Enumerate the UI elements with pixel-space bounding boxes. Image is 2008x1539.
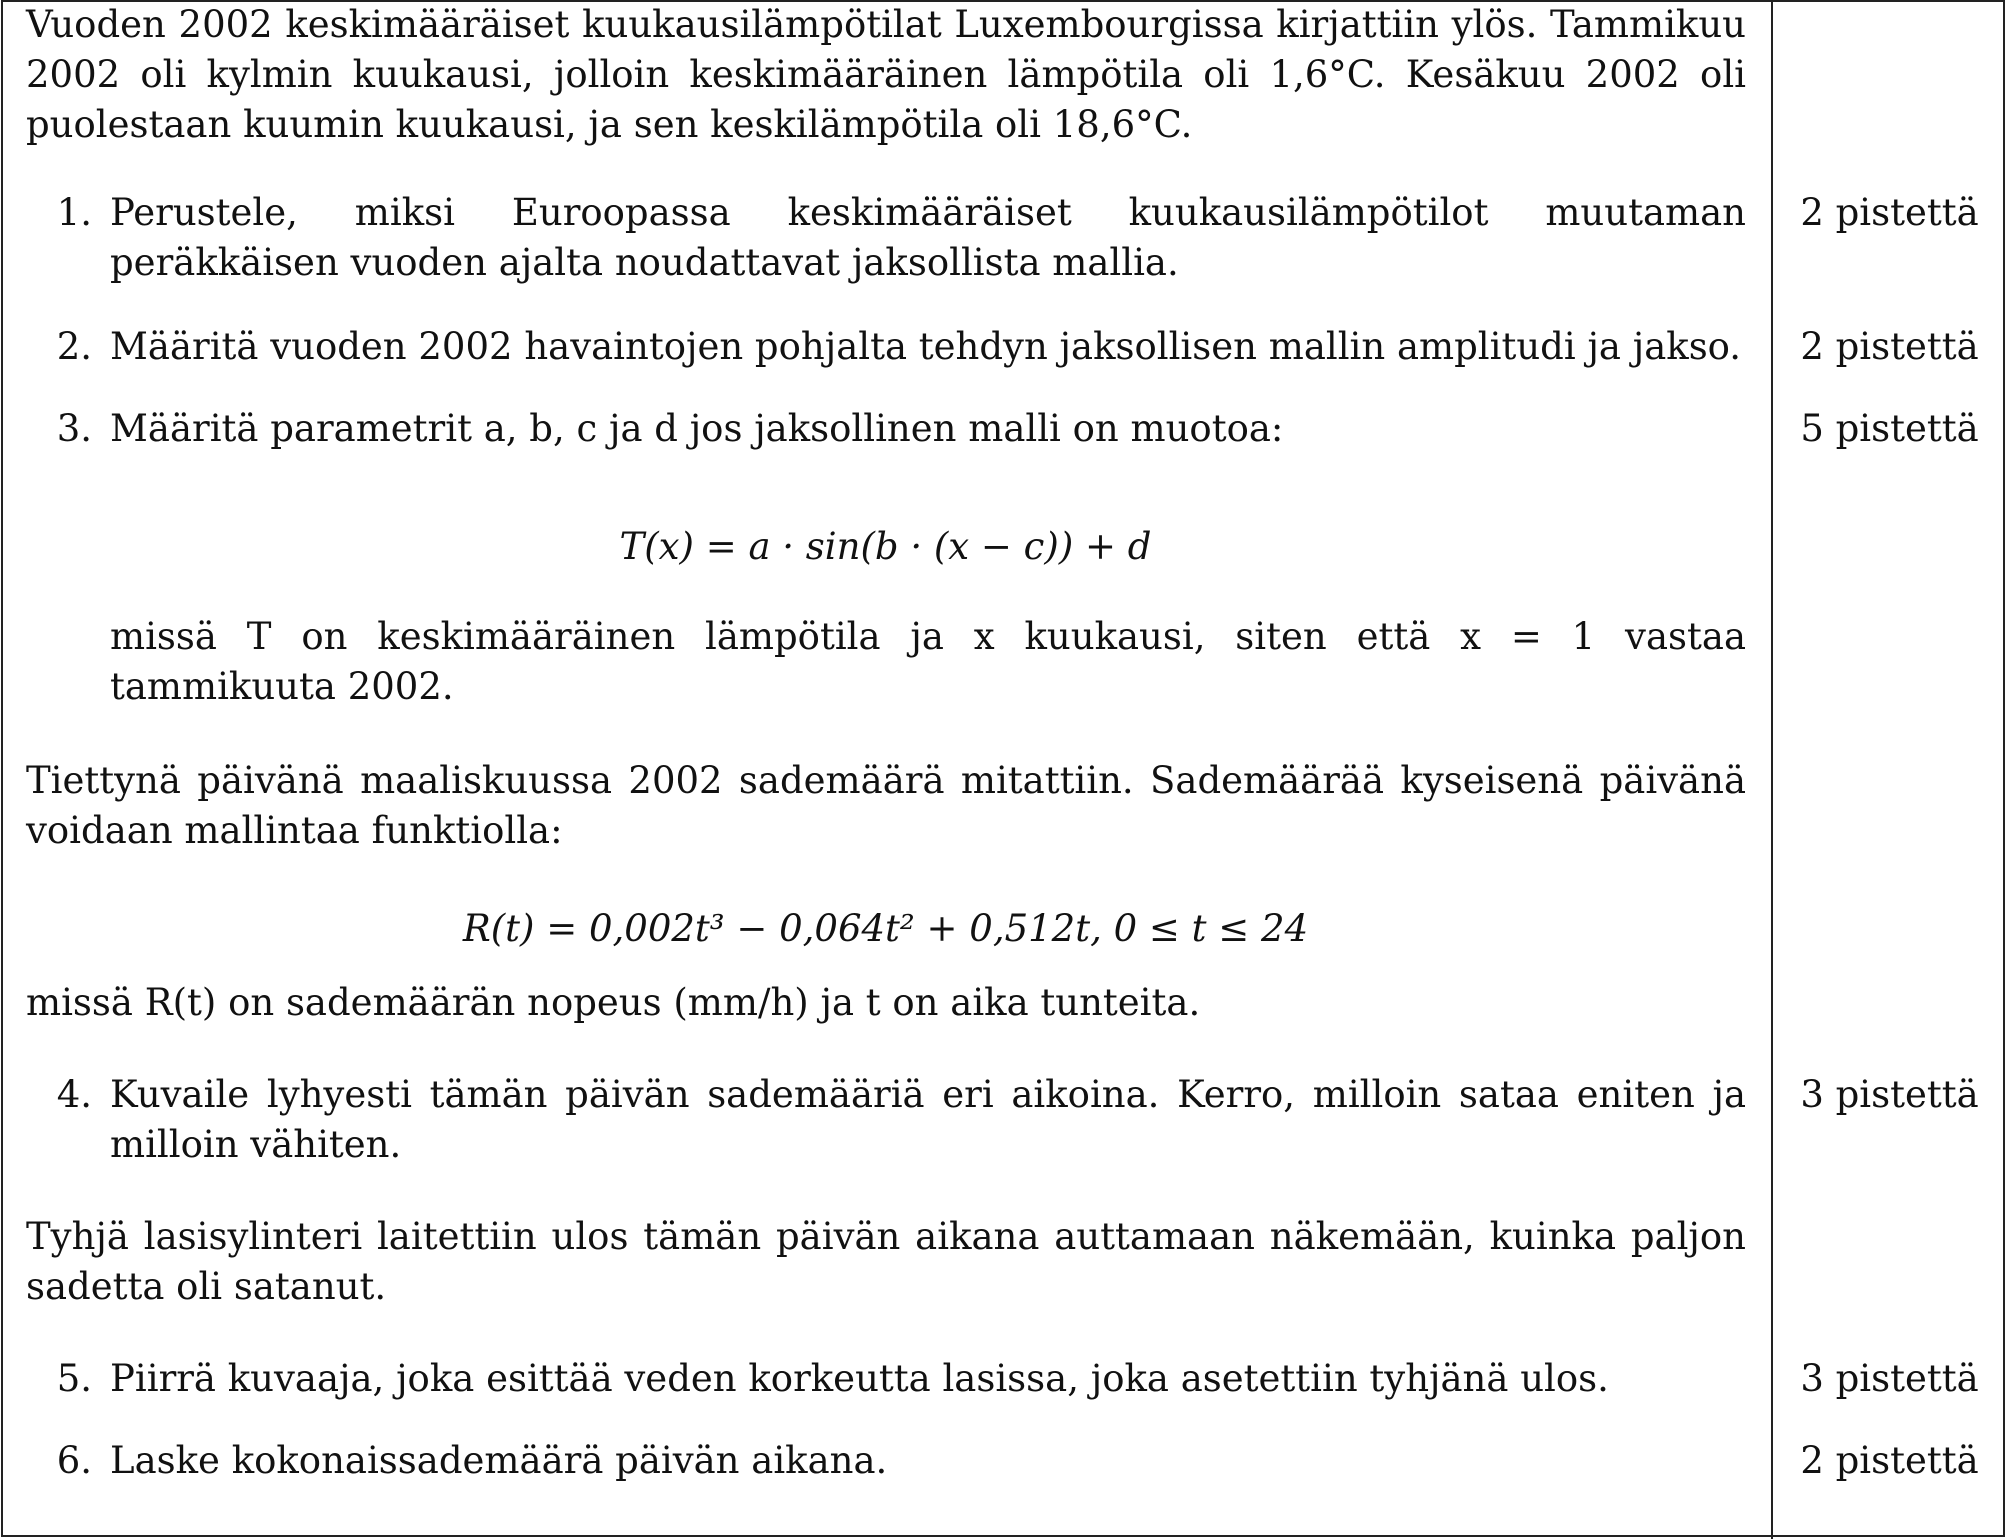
formula-temperature — [0, 522, 1771, 572]
glass-intro-paragraph: Tyhjä lasisylinteri laitettiin ulos tämän päivän aikana auttamaan näkemään, kuinka paljon sadetta oli satanut. — [26, 1215, 1746, 1308]
rain-intro-paragraph: Tiettynä päivänä maaliskuussa 2002 sademäärä mitattiin. Sademäärää kyseisenä päivänä voidaan mallintaa funktiolla: — [26, 759, 1746, 852]
question-1-points: 2 pistettä — [1800, 191, 1979, 234]
question-3-followup: missä T on keskimääräinen lämpötila ja x kuukausi, siten että x = 1 vastaa tammikuuta 2002. — [110, 615, 1746, 708]
formula-temperature-text: T(x) = a · sin(b · (x − c)) + d — [619, 525, 1152, 568]
question-3-number: 3. — [56, 407, 92, 450]
question-6-number: 6. — [56, 1439, 92, 1482]
rain-followup: missä R(t) on sademäärän nopeus (mm/h) ja t on aika tunteita. — [26, 981, 1201, 1024]
question-3-text: Määritä parametrit a, b, c ja d jos jaksollinen malli on muotoa: — [110, 407, 1284, 450]
question-6-text: Laske kokonaissademäärä päivän aikana. — [110, 1439, 888, 1482]
question-3-points: 5 pistettä — [1800, 407, 1979, 450]
question-5-points: 3 pistettä — [1800, 1357, 1979, 1400]
question-4-text: Kuvaile lyhyesti tämän päivän sademääriä eri aikoina. Kerro, milloin sataa eniten ja milloin vähiten. — [110, 1073, 1746, 1166]
question-2-number: 2. — [56, 325, 92, 368]
formula-rain — [0, 904, 1771, 954]
formula-rain-text: R(t) = 0,002t³ − 0,064t² + 0,512t, 0 ≤ t ≤ 24 — [462, 907, 1309, 950]
question-4-number: 4. — [56, 1073, 92, 1116]
question-2-points: 2 pistettä — [1800, 325, 1979, 368]
question-1-number: 1. — [56, 191, 92, 234]
intro-paragraph: Vuoden 2002 keskimääräiset kuukausilämpötilat Luxembourgissa kirjattiin ylös. Tammikuu 2002 oli kylmin kuukausi, jolloin keskimääräinen lämpötila oli 1,6°C. Kesäkuu 2002 oli puolestaan kuumin kuukausi, ja sen keskilämpötila oli 18,6°C. — [26, 3, 1746, 146]
question-2-text: Määritä vuoden 2002 havaintojen pohjalta tehdyn jaksollisen mallin amplitudi ja jakso. — [110, 325, 1742, 368]
question-4-points: 3 pistettä — [1800, 1073, 1979, 1116]
question-5-text: Piirrä kuvaaja, joka esittää veden korkeutta lasissa, joka asetettiin tyhjänä ulos. — [110, 1357, 1609, 1400]
question-6-points: 2 pistettä — [1800, 1439, 1979, 1482]
question-5-number: 5. — [56, 1357, 92, 1400]
question-1-text: Perustele, miksi Euroopassa keskimääräiset kuukausilämpötilot muutaman peräkkäisen vuoden ajalta noudattavat jaksollista mallia. — [110, 191, 1746, 284]
